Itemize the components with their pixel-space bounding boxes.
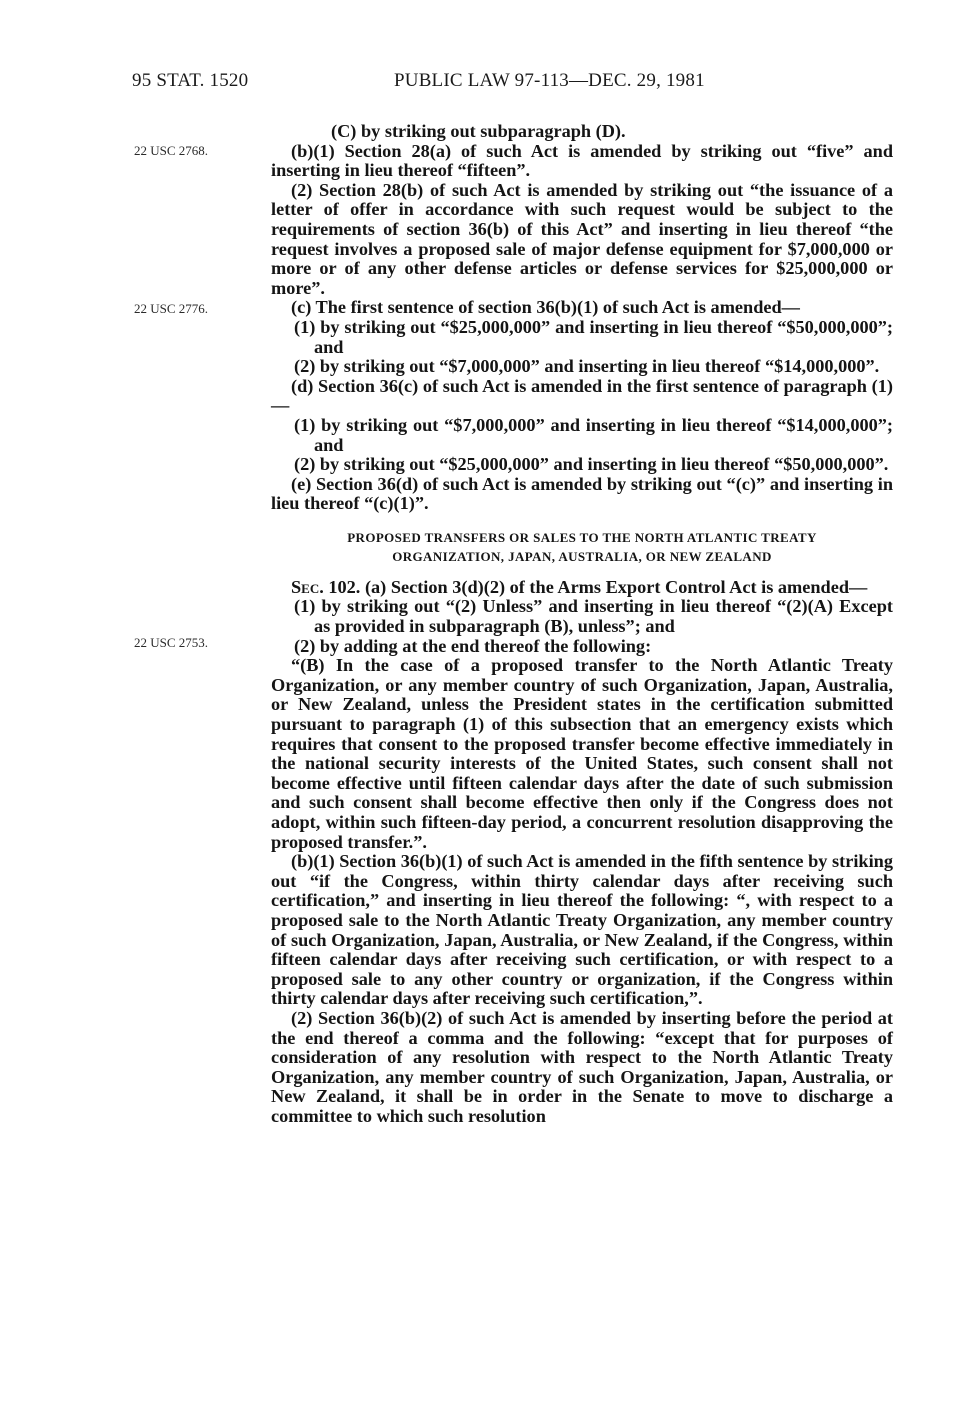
caption-line: PROPOSED TRANSFERS OR SALES TO THE NORTH ATLANTIC TREATY (347, 529, 817, 545)
paragraph: (2) Section 28(b) of such Act is amended by striking out “the issuance of a letter of offer in accordance with such request would be subject to the requirements of section 36(b) of this Act” and inserting in lieu thereof “the request involves a proposed sale of major defense equipment for $7,000,000 or more or of any other defense articles or defense services for $25,000,000 or more”. (271, 179, 893, 298)
public-law-title: PUBLIC LAW 97-113—DEC. 29, 1981 (394, 70, 705, 91)
paragraph: (d) Section 36(c) of such Act is amended in the first sentence of paragraph (1)— (271, 375, 893, 416)
section-label: Sec. (291, 576, 324, 597)
caption-line: ORGANIZATION, JAPAN, AUSTRALIA, OR NEW ZEALAND (392, 548, 772, 564)
statute-page-number: 95 STAT. 1520 (132, 70, 249, 91)
paragraph (271, 578, 893, 598)
paragraph: (2) Section 36(b)(2) of such Act is amended by inserting before the period at the end thereof a comma and the following: “except that for purposes of consideration of any resolution with respect to the North Atlantic Treaty Organization, any member country of such Organization, Japan, Australia, or New Zealand, it shall be in order in the Senate to move to discharge a committee to which such resolution (271, 1007, 893, 1126)
page-header (132, 70, 772, 100)
paragraph: (b)(1) Section 36(b)(1) of such Act is amended in the fifth sentence by striking out “if the Congress, within thirty calendar days after receiving such certification,” and inserting in lieu thereof the following: “, with respect to a proposed sale to the North Atlantic Treaty Organization, any member country of such Organization, Japan, Australia, or New Zealand, if the Congress, within fifteen calendar days after receiving such certification, or with respect to a proposed sale to any other country or organization, if the Congress within thirty calendar days after receiving such certification,”. (271, 851, 893, 1009)
margin-citation: 22 USC 2753. (134, 635, 209, 650)
margin-citation: 22 USC 2776. (134, 301, 209, 316)
paragraph: (2) by striking out “$7,000,000” and inserting in lieu thereof “$14,000,000”. (294, 356, 880, 377)
paragraph: “(B) In the case of a proposed transfer to the North Atlantic Treaty Organization, or any member country of such Organization, Japan, Australia, or New Zealand, unless the President states in the certification submitted pursuant to paragraph (1) of this subsection that an emergency exists which requires that consent to the proposed transfer become effective immediately in the national security interests of the United States, such consent shall not become effective until fifteen calendar days after the date of such submission and such consent shall become effective then only if the Congress does not adopt, within such fifteen-day period, a concurrent resolution disapproving the proposed transfer.”. (271, 655, 893, 852)
paragraph: (1) by striking out “(2) Unless” and inserting in lieu thereof “(2)(A) Except as provided in subparagraph (B), unless”; and (294, 596, 893, 637)
paragraph: (1) by striking out “$7,000,000” and inserting in lieu thereof “$14,000,000”; and (294, 414, 893, 455)
section-text: 102. (a) Section 3(d)(2) of the Arms Export Control Act is amended— (328, 576, 868, 597)
paragraph: (2) by striking out “$25,000,000” and inserting in lieu thereof “$50,000,000”. (294, 454, 889, 475)
margin-citation: 22 USC 2768. (134, 143, 209, 158)
paragraph: (e) Section 36(d) of such Act is amended by striking out “(c)” and inserting in lieu thereof “(c)(1)”. (271, 473, 893, 514)
statute-body (271, 122, 893, 1127)
paragraph: (1) by striking out “$25,000,000” and inserting in lieu thereof “$50,000,000”; and (294, 316, 893, 357)
section-caption (271, 528, 893, 566)
paragraph: (2) by adding at the end thereof the following: (294, 635, 652, 656)
paragraph: (b)(1) Section 28(a) of such Act is amended by striking out “five” and inserting in lieu thereof “fifteen”. (271, 140, 893, 181)
paragraph: (C) by striking out subparagraph (D). (331, 121, 626, 141)
paragraph: (c) The first sentence of section 36(b)(1) of such Act is amended— (291, 297, 800, 318)
